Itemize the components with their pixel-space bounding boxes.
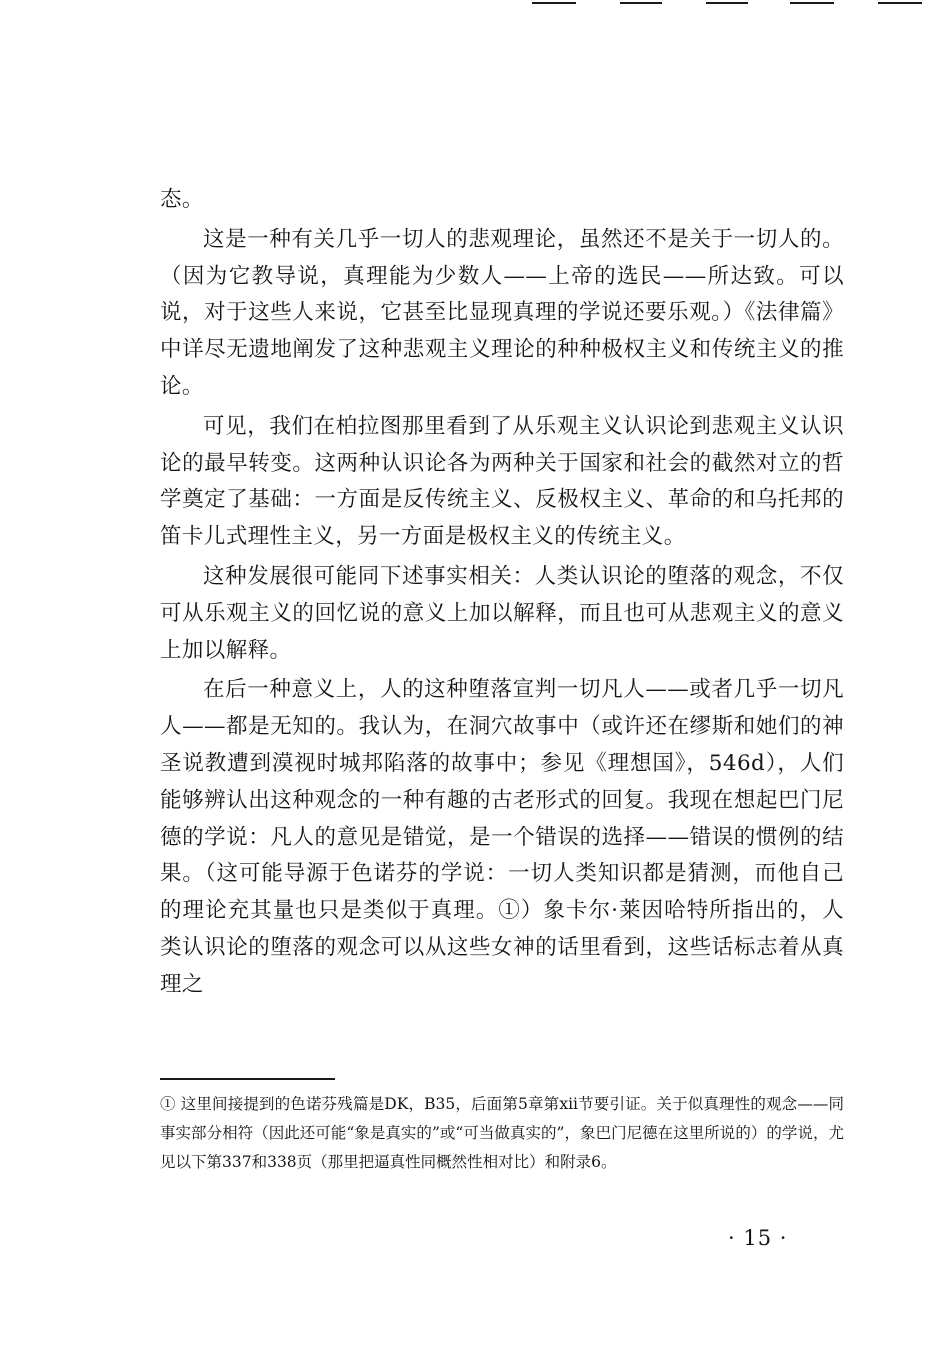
header-rule-5 bbox=[878, 2, 922, 4]
page-number: · 15 · bbox=[728, 1226, 788, 1250]
paragraph-3: 可见，我们在柏拉图那里看到了从乐观主义认识论到悲观主义认识论的最早转变。这两种认识论各为两种关于国家和社会的截然对立的哲学奠定了基础：一方面是反传统主义、反极权主义、革命的和乌托邦的笛卡儿式理性主义，另一方面是极权主义的传统主义。 bbox=[160, 413, 844, 550]
body-text bbox=[160, 182, 844, 1004]
paragraph-1: 态。 bbox=[160, 187, 204, 212]
header-rule-4 bbox=[790, 2, 834, 4]
footnote: ① 这里间接提到的色诺芬残篇是DK，B35，后面第5章第xii节要引证。关于似真理性的观念——同事实部分相符（因此还可能“象是真实的”或“可当做真实的”，象巴门尼德在这里所说的）的学说，尤见以下第337和338页（那里把逼真性同概然性相对比）和附录6。 bbox=[160, 1095, 844, 1171]
paragraph-5: 在后一种意义上，人的这种堕落宣判一切凡人——或者几乎一切凡人——都是无知的。我认为，在洞穴故事中（或许还在缪斯和她们的神圣说教遭到漠视时城邦陷落的故事中；参见《理想国》，546d），人们能够辨认出这种观念的一种有趣的古老形式的回复。我现在想起巴门尼德的学说：凡人的意见是错觉，是一个错误的选择——错误的惯例的结果。（这可能导源于色诺芬的学说：一切人类知识都是猜测，而他自己的理论充其量也只是类似于真理。①）象卡尔·莱因哈特所指出的，人类认识论的堕落的观念可以从这些女神的话里看到，这些话标志着从真理之 bbox=[160, 677, 844, 997]
header-rule-2 bbox=[620, 2, 662, 4]
header-rule-3 bbox=[706, 2, 748, 4]
paragraph-2: 这是一种有关几乎一切人的悲观理论，虽然还不是关于一切人的。（因为它教导说，真理能为少数人——上帝的选民——所达致。可以说，对于这些人来说，它甚至比显现真理的学说还要乐观。）《法律篇》中详尽无遗地阐发了这种悲观主义理论的种种极权主义和传统主义的推论。 bbox=[160, 226, 844, 399]
footnote-divider bbox=[160, 1078, 335, 1080]
header-rule-1 bbox=[532, 2, 576, 4]
paragraph-4: 这种发展很可能同下述事实相关：人类认识论的堕落的观念，不仅可从乐观主义的回忆说的意义上加以解释，而且也可从悲观主义的意义上加以解释。 bbox=[160, 563, 844, 663]
